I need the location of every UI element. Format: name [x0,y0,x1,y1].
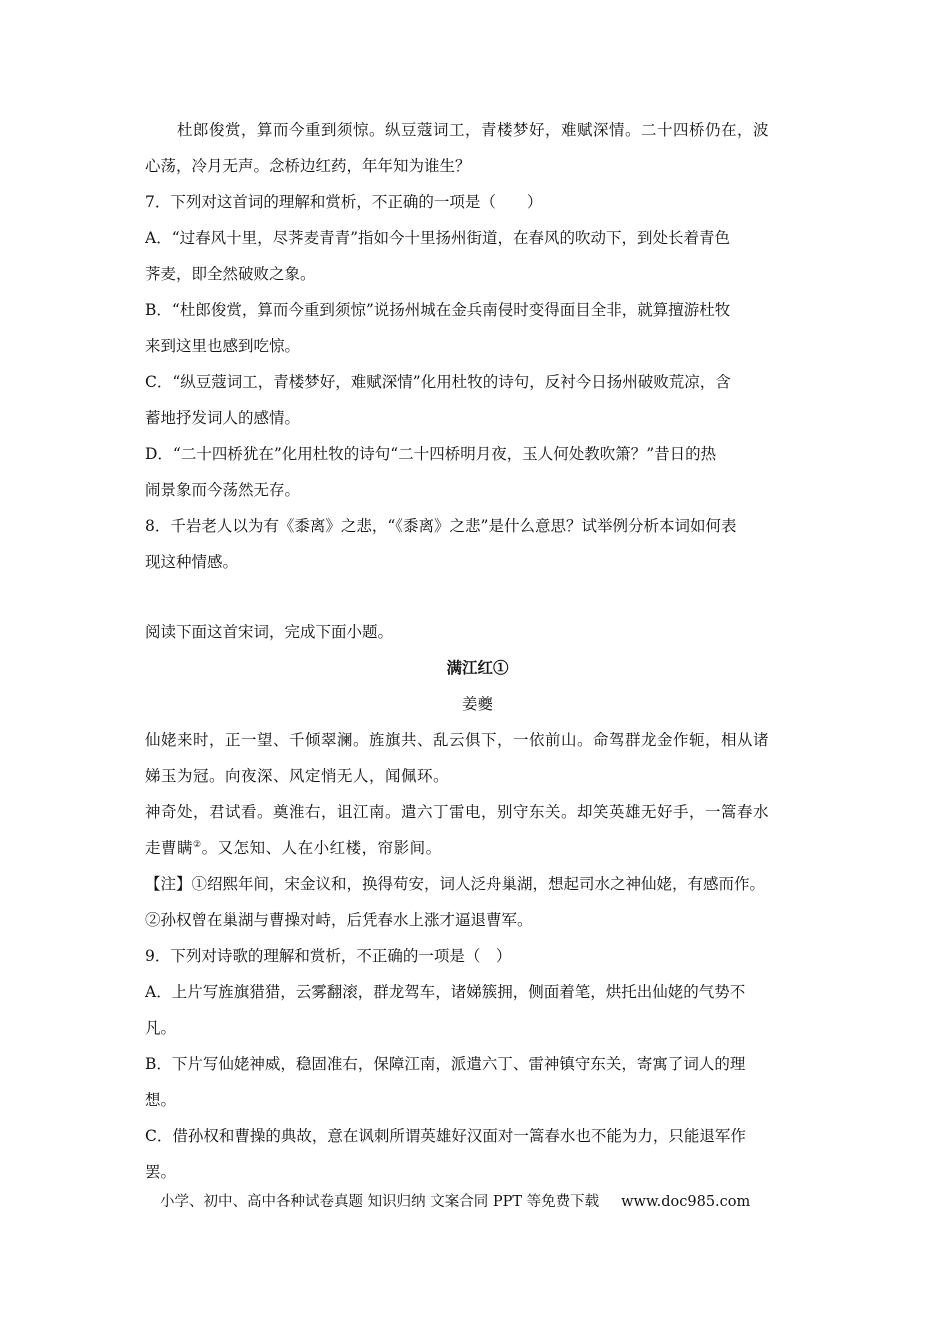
poem-part2-line-1: 神奇处，君试看。奠淮右，诅江南。遣六丁雷电，别守东关。却笑英雄无好手，一篙春水 [145,803,770,821]
prev-poem-line-2: 心荡，冷月无声。念桥边红药，年年知为谁生？ [145,157,471,175]
poem-text-segment: 。又怎知、人在小红楼，帘影间。 [201,839,442,857]
q7-option-d-line-1: D．“二十四桥犹在”化用杜牧的诗句“二十四桥明月夜，玉人何处教吹箫？”昔日的热 [145,445,717,463]
q9-option-c-line-2: 罢。 [145,1163,177,1181]
prev-poem-line-1: 杜郎俊赏，算而今重到须惊。纵豆蔻词工，青楼梦好，难赋深情。二十四桥仍在，波 [177,121,770,139]
question-9-stem: 9．下列对诗歌的理解和赏析，不正确的一项是（ ） [145,947,512,965]
q7-option-c-line-2: 蓄地抒发词人的感情。 [145,409,301,427]
q7-option-c-line-1: C．“纵豆蔻词工，青楼梦好，难赋深情”化用杜牧的诗句，反衬今日扬州破败荒凉，含 [145,373,731,391]
q7-option-b-line-1: B．“杜郎俊赏，算而今重到须惊”说扬州城在金兵南侵时变得面目全非，就算擅游杜牧 [145,301,731,319]
poem-part1-line-1: 仙姥来时，正一望、千倾翠澜。旌旗共、乱云俱下，一依前山。命驾群龙金作轭，相从诸 [145,731,770,749]
q7-option-a-line-2: 荠麦，即全然破败之象。 [145,265,316,283]
section-gap [145,580,810,614]
q9-option-a-line-1: A．上片写旌旗猎猎，云雾翻滚，群龙驾车，诸娣簇拥，侧面着笔，烘托出仙姥的气势不 [145,983,746,1001]
document-page [145,112,810,1190]
q7-option-a-line-1: A．“过春风十里，尽荠麦青青”指如今十里扬州街道，在春风的吹动下，到处长着青色 [145,229,731,247]
question-7-stem: 7．下列对这首词的理解和赏析，不正确的一项是（ ） [145,193,543,211]
poem-text-segment: 走曹瞒 [145,839,194,857]
q9-option-b-line-2: 想。 [145,1091,177,1109]
q7-option-d-line-2: 闹景象而今荡然无存。 [145,481,301,499]
footnote-marker: ② [193,839,202,850]
note-1: 【注】①绍熙年间，宋金议和，换得苟安，词人泛舟巢湖，想起司水之神仙姥，有感而作。 [145,875,766,893]
poem-author: 姜夔 [461,695,493,713]
q9-option-a-line-2: 凡。 [145,1019,177,1037]
q9-option-c-line-1: C．借孙权和曹操的典故，意在讽刺所谓英雄好汉面对一篙春水也不能为力，只能退军作 [145,1127,746,1145]
question-8-line-2: 现这种情感。 [145,553,239,571]
q9-option-b-line-1: B．下片写仙姥神威，稳固准右，保障江南，派遣六丁、雷神镇守东关，寄寓了词人的理 [145,1055,746,1073]
footer-url: www.doc985.com [621,1194,751,1210]
poem-part2-line-2 [145,830,810,866]
q7-option-b-line-2: 来到这里也感到吃惊。 [145,337,301,355]
footer-text: 小学、初中、高中各种试卷真题 知识归纳 文案合同 PPT 等免费下载 [160,1194,600,1210]
poem-part1-line-2: 娣玉为冠。向夜深、风定悄无人，闻佩环。 [145,767,450,785]
note-2: ②孙权曾在巢湖与曹操对峙，后凭春水上涨才逼退曹军。 [145,911,533,929]
poem-title: 满江红① [446,658,509,677]
page-footer [160,1190,800,1214]
question-8-line-1: 8．千岩老人以为有《黍离》之悲，“《黍离》之悲”是什么意思？试举例分析本词如何表 [145,517,737,535]
reading-intro: 阅读下面这首宋词，完成下面小题。 [145,623,394,641]
